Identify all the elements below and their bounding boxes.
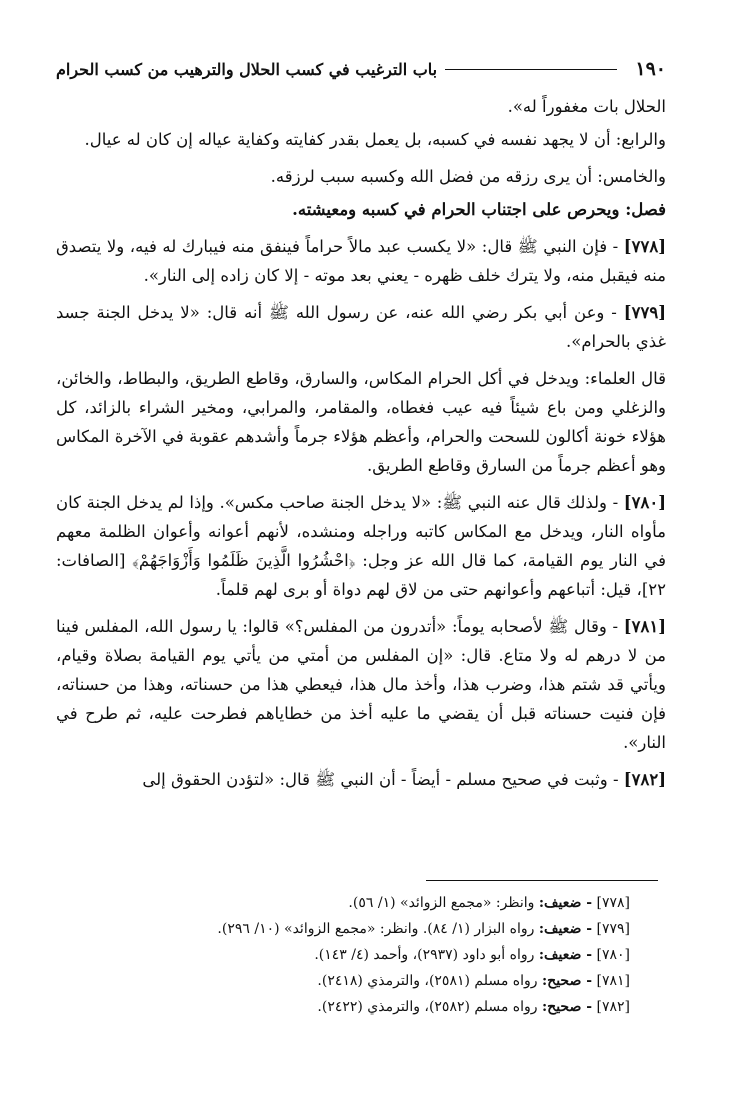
footnote-number: [٧٧٩] — [596, 921, 630, 937]
footnote-number: [٧٨١] — [596, 973, 630, 989]
section-text: ويحرص على اجتناب الحرام في كسبه ومعيشته. — [292, 200, 620, 219]
footnote-780 — [100, 942, 630, 968]
hadith-782 — [56, 765, 666, 794]
paragraph: الحلال بات مغفوراً له». — [507, 97, 666, 116]
paragraph: والرابع: أن لا يجهد نفسه في كسبه، بل يعمل بقدر كفايته وكفاية عياله إن كان له عيال. — [84, 130, 666, 149]
hadith-779 — [56, 298, 666, 356]
hadith-780 — [56, 488, 666, 604]
footnote-number: [٧٨٠] — [596, 947, 630, 963]
page-header — [56, 52, 666, 86]
footnote-text: رواه أبو داود (٢٩٣٧)، وأحمد (٤/ ١٤٣). — [314, 947, 535, 963]
paragraph-ulama: قال العلماء: ويدخل في أكل الحرام المكاس، والسارق، وقاطع الطريق، والبطاط، والخائن، والزغلي ومن باع شيئاً فيه عيب فغطاه، والمقامر، والمرابي، ومخير الشراء بالزائد، كل هؤلاء خونة أكالون للسحت والحرام، وأعظم هؤلاء جرماً وأشدهم عقوبة في الآخرة المكاس وهو أعظم جرماً من السارق وقاطع الطريق. — [56, 369, 666, 475]
hadith-number: [٧٨١] — [623, 617, 666, 636]
footnote-number: [٧٧٨] — [596, 895, 630, 911]
page-body — [56, 92, 666, 794]
footnote-separator — [426, 880, 658, 881]
book-page — [56, 52, 666, 802]
footnote-grade: - ضعيف: — [538, 921, 593, 937]
footnote-grade: - ضعيف: — [538, 947, 593, 963]
section-heading — [56, 195, 666, 224]
hadith-number: [٧٨٠] — [623, 493, 666, 512]
header-rule — [445, 69, 617, 70]
paragraph: والخامس: أن يرى رزقه من فضل الله وكسبه سبب لرزقه. — [270, 167, 666, 186]
hadith-text: - فإن النبي ﷺ قال: «لا يكسب عبد مالاً حراماً فينفق منه فيبارك له فيه، ولا يتصدق منه فيقبل منه، ولا يترك خلف ظهره - يعني بعد موته - إلا كان زاده إلى النار». — [56, 237, 666, 285]
hadith-text: - ولذلك قال عنه النبي ﷺ: «لا يدخل الجنة صاحب مكس». وإذا لم يدخل الجنة كان مأواه النار، ويدخل مع المكاس كاتبه وراجله ومنشده، لأنهم أعوانه وأعوان الظلمة معهم في النار يوم القيامة، كما قال الله عز وجل: ﴿احْشُرُوا الَّذِينَ ظَلَمُوا وَأَزْوَاجَهُمْ﴾ [الصافات: ٢٢]، قيل: أتباعهم وأعوانهم حتى من لاق لهم دواة أو برى لهم قلماً. — [56, 493, 666, 599]
hadith-number: [٧٧٨] — [623, 237, 667, 256]
footnote-text: رواه مسلم (٢٥٨١)، والترمذي (٢٤١٨). — [317, 973, 538, 989]
footnote-779 — [100, 916, 630, 942]
footnotes — [100, 890, 630, 1020]
hadith-text: - وقال ﷺ لأصحابه يوماً: «أتدرون من المفلس؟» قالوا: يا رسول الله، المفلس فينا من لا درهم له ولا متاع. قال: «إن المفلس من أمتي من يأتي يوم القيامة بصلاة وقيام، ويأتي قد شتم هذا، وضرب هذا، وأخذ مال هذا، فيعطي هذا من حسناته، وهذا من حسناته، فإن فنيت حسناته قبل أن يقضي ما عليه أخذ من خطاياهم فطرحت عليه، ثم طرح في النار». — [56, 617, 666, 752]
footnote-781 — [100, 968, 630, 994]
hadith-781 — [56, 612, 666, 757]
footnote-778 — [100, 890, 630, 916]
hadith-text: - وثبت في صحيح مسلم - أيضاً - أن النبي ﷺ قال: «لتؤدن الحقوق إلى — [142, 770, 619, 789]
footnote-number: [٧٨٢] — [596, 999, 630, 1015]
footnote-782 — [100, 994, 630, 1020]
footnote-text: رواه مسلم (٢٥٨٢)، والترمذي (٢٤٢٢). — [317, 999, 538, 1015]
footnote-grade: - صحيح: — [542, 973, 593, 989]
page-number: ١٩٠ — [635, 58, 666, 80]
footnote-text: وانظر: «مجمع الزوائد» (١/ ٥٦). — [348, 895, 535, 911]
footnote-text: رواه البزار (١/ ٨٤). وانظر: «مجمع الزوائد» (١٠/ ٢٩٦). — [217, 921, 535, 937]
footnote-grade: - صحيح: — [542, 999, 593, 1015]
running-title: باب الترغيب في كسب الحلال والترهيب من كسب الحرام — [56, 59, 438, 79]
footnote-grade: - ضعيف: — [538, 895, 593, 911]
hadith-number: [٧٧٩] — [623, 303, 667, 322]
section-label: فصل: — [625, 200, 666, 219]
hadith-778 — [56, 232, 666, 290]
hadith-text: - وعن أبي بكر رضي الله عنه، عن رسول الله ﷺ أنه قال: «لا يدخل الجنة جسد غذي بالحرام». — [56, 303, 666, 351]
hadith-number: [٧٨٢] — [623, 770, 666, 789]
